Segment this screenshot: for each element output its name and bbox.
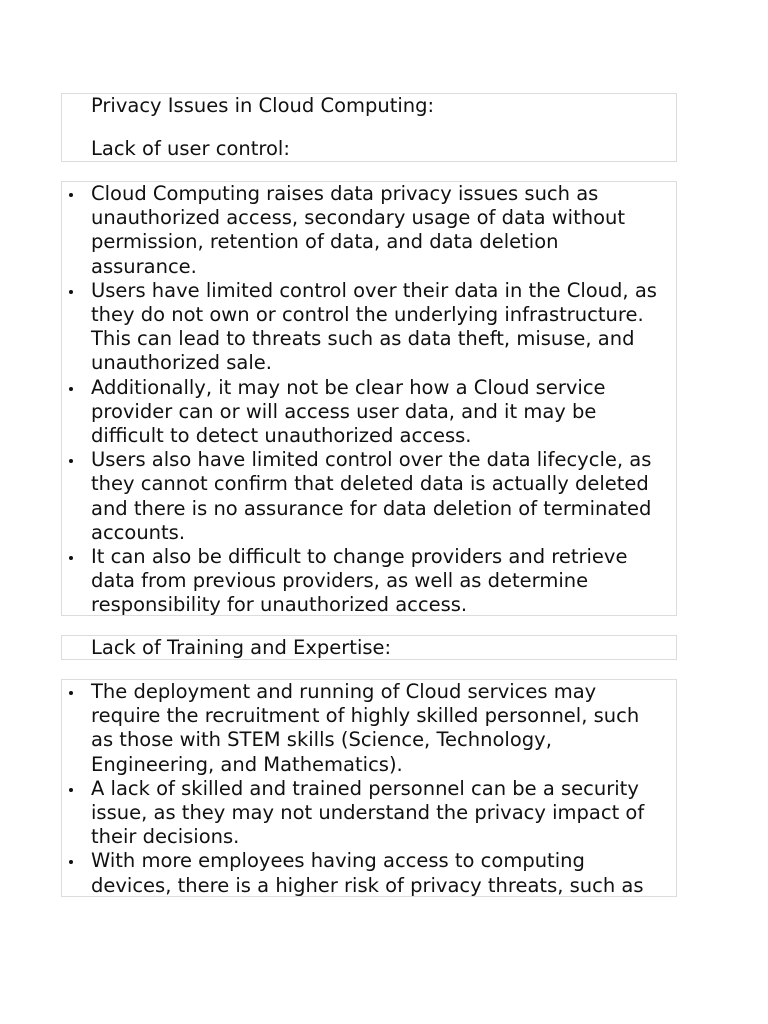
list-item-line: data from previous providers, as well as determine — [91, 569, 589, 593]
header-box — [61, 93, 677, 162]
list-item-line: permission, retention of data, and data deletion — [91, 230, 559, 254]
section-heading-user-control: Lack of user control: — [91, 137, 290, 160]
list-item-line: A lack of skilled and trained personnel can be a security — [91, 776, 639, 800]
list-item-line: Cloud Computing raises data privacy issues such as — [91, 182, 599, 205]
list-item-line: they cannot confirm that deleted data is actually deleted — [91, 472, 649, 496]
list-item — [62, 376, 676, 449]
list-item-line: their decisions. — [91, 825, 240, 849]
list-item-line: provider can or will access user data, and it may be — [91, 399, 597, 423]
training-heading-box — [61, 635, 677, 660]
user-control-list-box — [61, 181, 677, 616]
list-item-line: Additionally, it may not be clear how a Cloud service — [91, 375, 606, 399]
list-item — [62, 279, 676, 376]
list-item-line: difficult to detect unauthorized access. — [91, 424, 472, 448]
list-item-line: they do not own or control the underlying infrastructure. — [91, 303, 644, 327]
list-item-line: devices, there is a higher risk of privacy threats, such as — [91, 873, 644, 897]
list-item-line: Users also have limited control over the data lifecycle, as — [91, 448, 652, 472]
list-item-line: and there is no assurance for data deletion of terminated — [91, 496, 652, 520]
list-item-line: accounts. — [91, 520, 186, 544]
list-item-line: The deployment and running of Cloud services may — [91, 680, 597, 703]
list-item-line: This can lead to threats such as data theft, misuse, and — [91, 327, 635, 351]
user-control-bullet-list — [62, 182, 676, 618]
list-item-line: With more employees having access to computing — [91, 849, 585, 873]
list-item-line: issue, as they may not understand the privacy impact of — [91, 801, 645, 825]
list-item — [62, 545, 676, 618]
list-item-line: require the recruitment of highly skilled personnel, such — [91, 704, 640, 728]
list-item — [62, 182, 676, 279]
list-item — [62, 448, 676, 545]
list-item — [62, 680, 676, 777]
list-item-line: as those with STEM skills (Science, Technology, — [91, 728, 552, 752]
list-item-line: unauthorized sale. — [91, 351, 272, 375]
training-list-box — [61, 679, 677, 897]
list-item-line: assurance. — [91, 254, 197, 278]
section-heading-training: Lack of Training and Expertise: — [91, 636, 392, 659]
list-item — [62, 849, 676, 897]
list-item-line: Engineering, and Mathematics). — [91, 752, 403, 776]
list-item-line: unauthorized access, secondary usage of data without — [91, 206, 626, 230]
training-bullet-list — [62, 680, 676, 897]
page-title: Privacy Issues in Cloud Computing: — [91, 94, 435, 117]
list-item-line: Users have limited control over their data in the Cloud, as — [91, 278, 657, 302]
list-item-line: It can also be difficult to change providers and retrieve — [91, 545, 628, 569]
list-item-line: responsibility for unauthorized access. — [91, 593, 468, 617]
list-item — [62, 777, 676, 850]
